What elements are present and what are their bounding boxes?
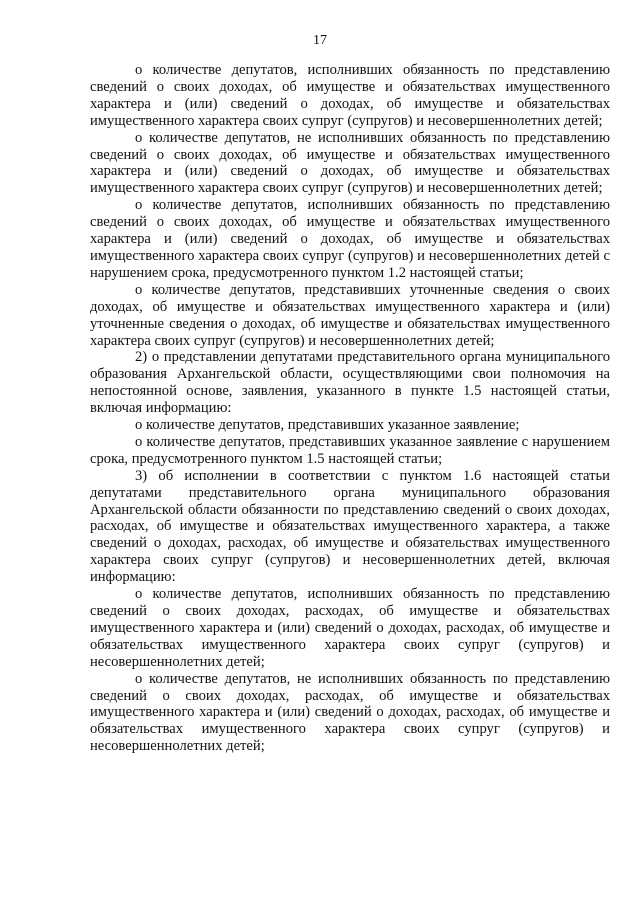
paragraph-deputies-clarified: о количестве депутатов, представивших уточненные сведения о своих доходах, об имуществе и обязательствах имущественного характера и (или) уточненные сведения о доходах, об имуществе и обязательствах имущественного характера своих супруг (супругов) и несовершеннолетних детей; bbox=[90, 281, 610, 349]
paragraph-expenses-fulfilled: о количестве депутатов, исполнивших обязанность по представлению сведений о своих доходах, расходах, об имуществе и обязательствах имущественного характера и (или) сведений о доходах, расходах, об имуществе и обязательствах имущественного характера своих супруг (супругов) и несовершеннолетних детей; bbox=[90, 586, 610, 670]
document-body bbox=[90, 62, 610, 755]
paragraph-expenses-not-fulfilled: о количестве депутатов, не исполнивших обязанность по представлению сведений о своих доходах, расходах, об имуществе и обязательствах имущественного характера и (или) сведений о доходах, расходах, об имуществе и обязательствах имущественного характера своих супруг (супругов) и несовершеннолетних детей; bbox=[90, 670, 610, 755]
paragraph-deputies-not-fulfilled: о количестве депутатов, не исполнивших обязанность по представлению сведений о своих доходах, об имуществе и обязательствах имущественного характера и (или) сведений о доходах, об имуществе и обязательствах имущественного характера своих супруг (супругов) и несовершеннолетних детей; bbox=[90, 129, 610, 197]
paragraph-statement-submitted: о количестве депутатов, представивших указанное заявление; bbox=[135, 417, 520, 434]
paragraph-deputies-late: о количестве депутатов, исполнивших обязанность по представлению сведений о своих доходах, об имуществе и обязательствах имущественного характера и (или) сведений о доходах, об имуществе и обязательствах имущественного характера своих супруг (супругов) и несовершеннолетних детей с нарушением срока, предусмотренного пунктом 1.2 настоящей статьи; bbox=[90, 197, 610, 281]
paragraph-item-2: 2) о представлении депутатами представительного органа муниципального образования Архангельской области, осуществляющими свои полномочия на непостоянной основе, заявления, указанного в пункте 1.5 настоящей статьи, включая информацию: bbox=[90, 349, 610, 417]
paragraph-deputies-fulfilled: о количестве депутатов, исполнивших обязанность по представлению сведений о своих доходах, об имуществе и обязательствах имущественного характера и (или) сведений о доходах, об имуществе и обязательствах имущественного характера своих супруг (супругов) и несовершеннолетних детей; bbox=[90, 62, 610, 129]
paragraph-statement-late: о количестве депутатов, представивших указанное заявление с нарушением срока, предусмотренного пунктом 1.5 настоящей статьи; bbox=[90, 433, 610, 467]
page-number: 17 bbox=[313, 33, 327, 48]
paragraph-item-3: 3) об исполнении в соответствии с пунктом 1.6 настоящей статьи депутатами представительного органа муниципального образования Архангельской области обязанности по представлению сведений о своих доходах, расходах, об имуществе и обязательствах имущественного характера, а также сведений о доходах, расходах, об имуществе и обязательствах имущественного характера своих супруг (супругов) и несовершеннолетних детей, включая информацию: bbox=[90, 467, 610, 586]
